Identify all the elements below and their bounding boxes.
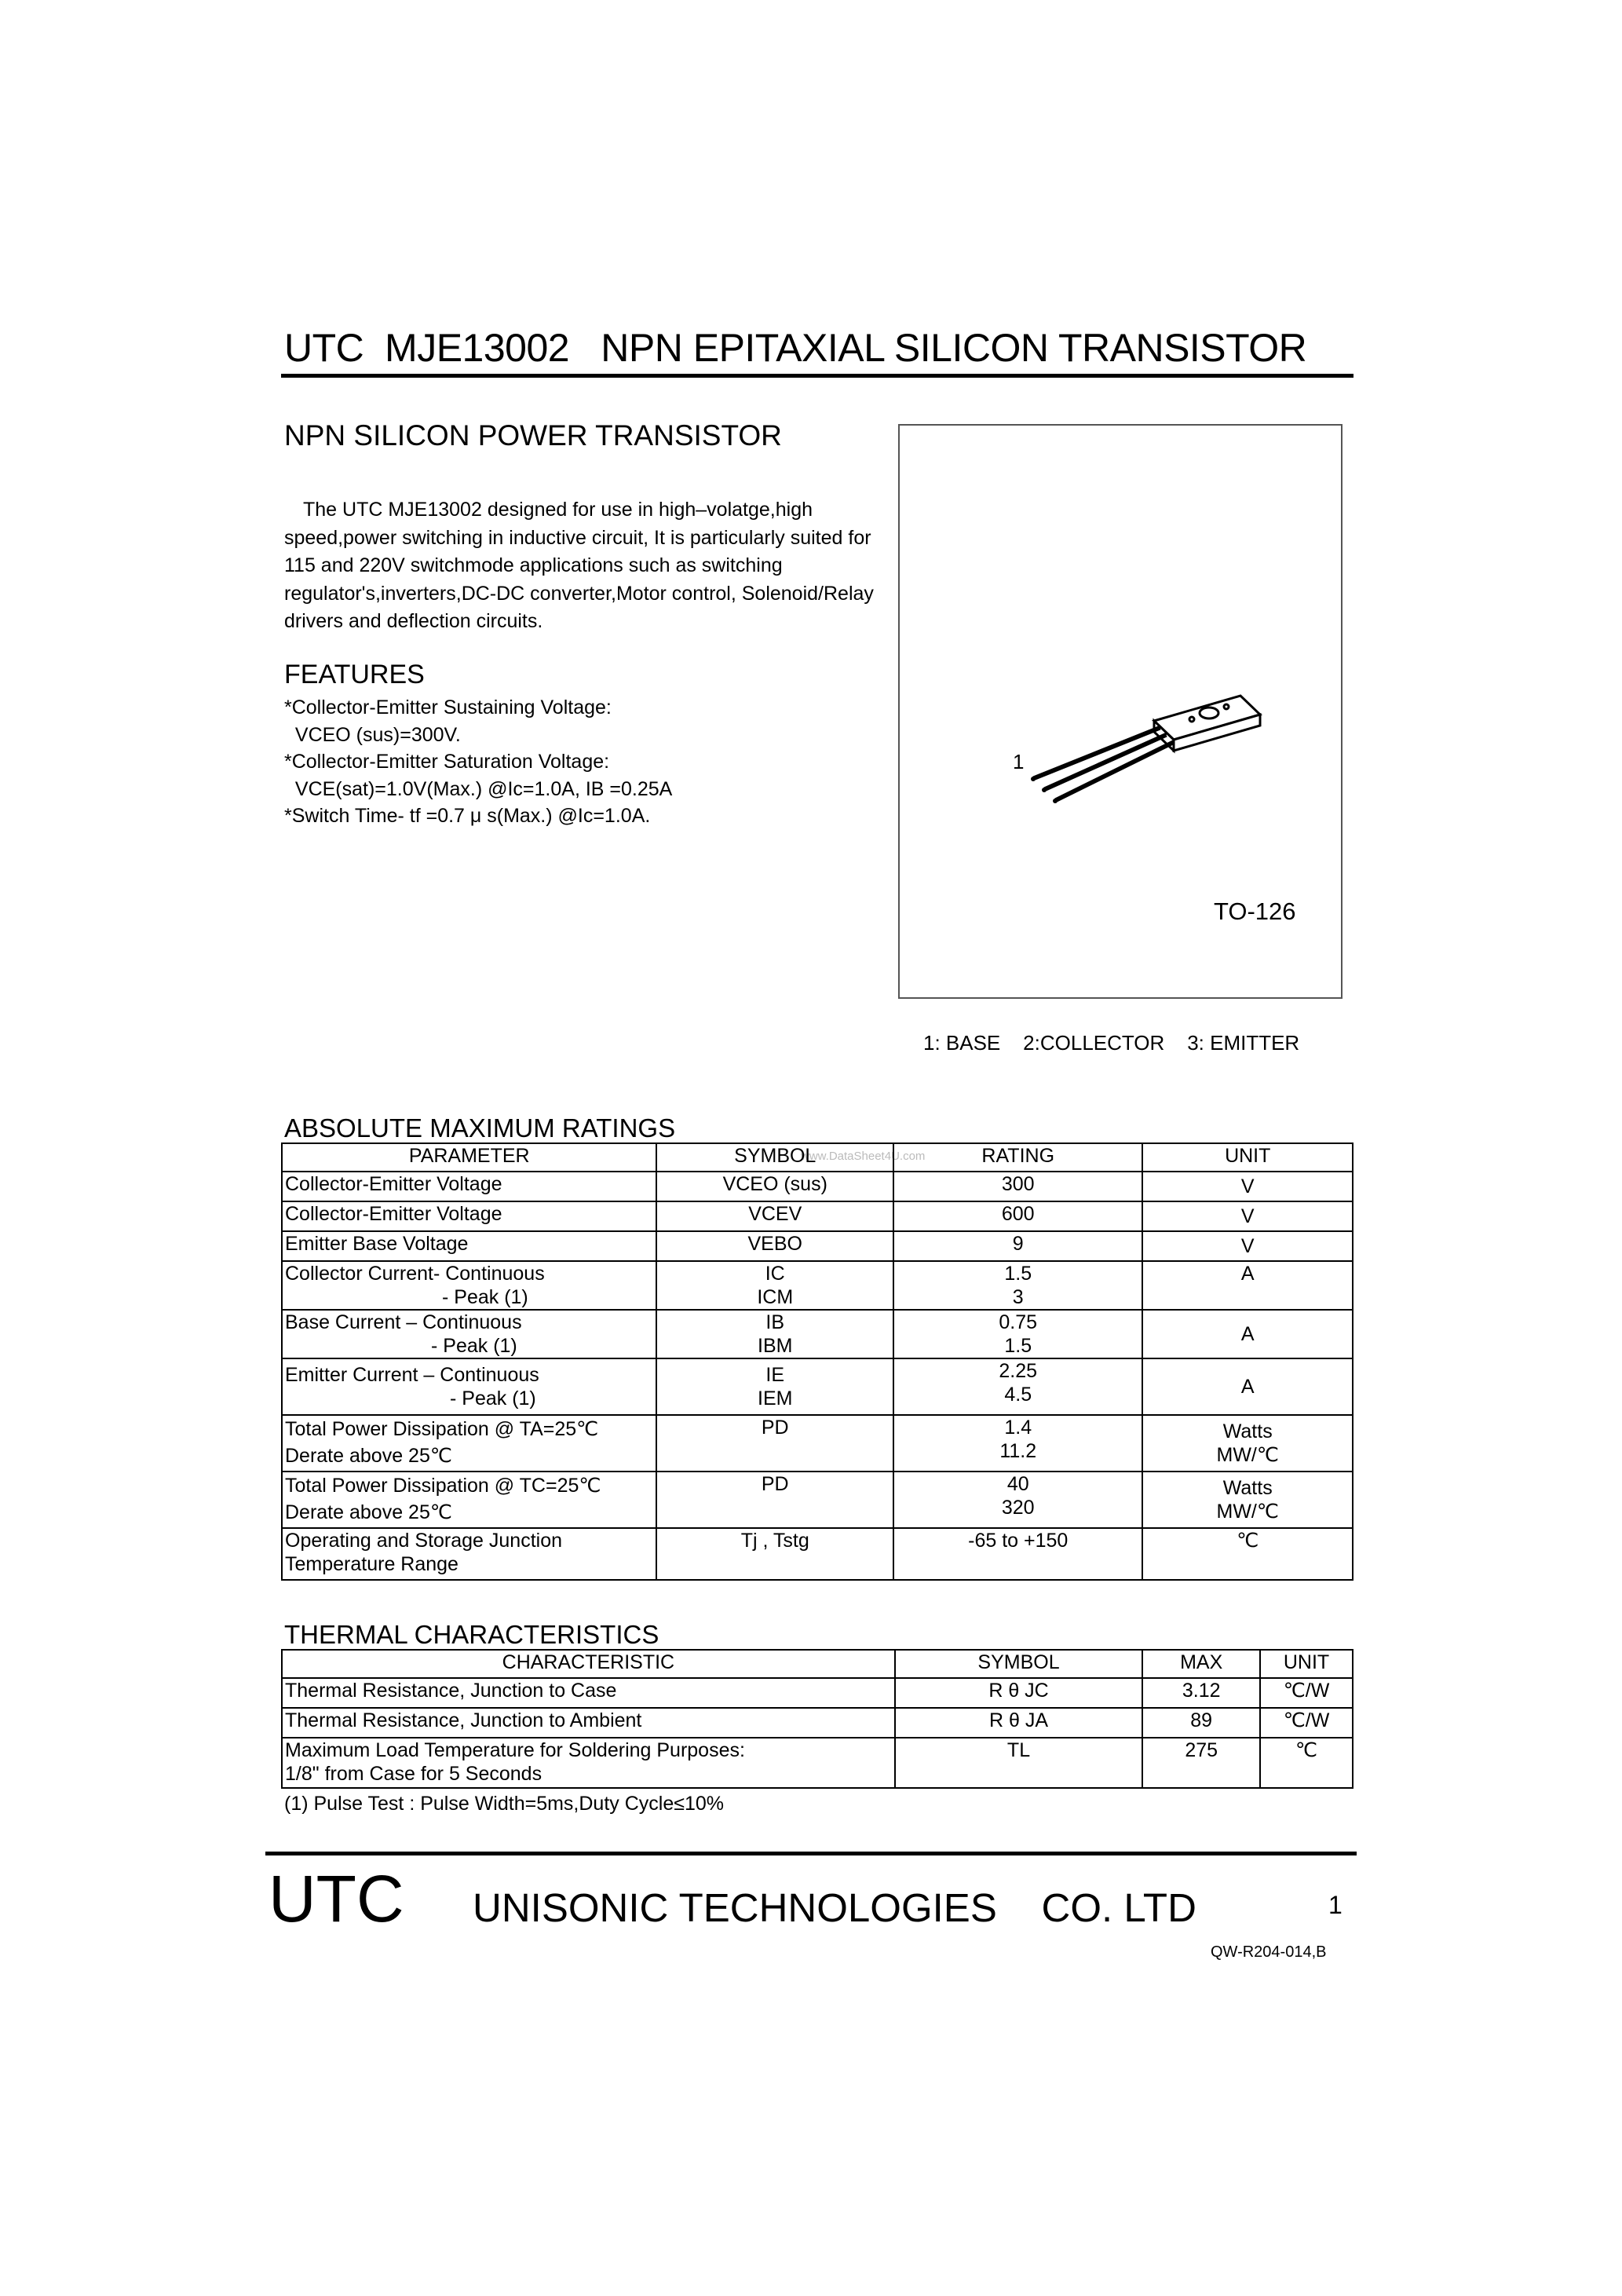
symbol-cell: VCEV — [656, 1201, 893, 1231]
max-cell: 3.12 — [1142, 1678, 1260, 1708]
table-row — [282, 1358, 1353, 1415]
symbol-cell: Tj , Tstg — [656, 1528, 893, 1580]
symbol-cell: R θ JC — [895, 1678, 1143, 1708]
page-number: 1 — [1328, 1891, 1343, 1919]
param-cell: Operating and Storage Junction Temperature Range — [282, 1528, 656, 1580]
pin-1-label: 1 — [1013, 750, 1025, 773]
thermal-heading: THERMAL CHARACTERISTICS — [284, 1620, 659, 1649]
param-cell: Total Power Dissipation @ TA=25℃ Derate above 25℃ — [282, 1415, 656, 1472]
symbol-cell: PD — [656, 1415, 893, 1472]
max-cell: 89 — [1142, 1708, 1260, 1738]
unit-cell: V — [1142, 1172, 1353, 1201]
table-row — [282, 1528, 1353, 1580]
subtitle: NPN SILICON POWER TRANSISTOR — [284, 419, 782, 452]
feature-line: *Collector-Emitter Sustaining Voltage: — [284, 696, 612, 718]
rating-cell: 600 — [893, 1201, 1142, 1231]
rating-cell: 300 — [893, 1172, 1142, 1201]
rating-cell: 40 320 — [893, 1472, 1142, 1528]
rating-cell: 2.25 4.5 — [893, 1358, 1142, 1415]
table-row — [282, 1231, 1353, 1261]
col-header: UNIT — [1260, 1650, 1353, 1678]
rating-cell: 1.5 3 — [893, 1261, 1142, 1310]
unit-cell: Watts MW/℃ — [1142, 1472, 1353, 1528]
unit-cell: A — [1142, 1310, 1353, 1358]
table-row — [282, 1310, 1353, 1358]
col-header: PARAMETER — [282, 1143, 656, 1172]
param-cell: Collector-Emitter Voltage — [282, 1172, 656, 1201]
symbol-cell: IE IEM — [656, 1358, 893, 1415]
feature-line: VCEO (sus)=300V. — [284, 723, 461, 746]
table-row — [282, 1472, 1353, 1528]
param-cell: Emitter Base Voltage — [282, 1231, 656, 1261]
transistor-package-icon — [1021, 691, 1272, 809]
symbol-cell: R θ JA — [895, 1708, 1143, 1738]
rating-cell: 9 — [893, 1231, 1142, 1261]
unit-cell: ℃ — [1142, 1528, 1353, 1580]
footnote: (1) Pulse Test : Pulse Width=5ms,Duty Cycle≤10% — [284, 1793, 724, 1815]
param-cell: Emitter Current – Continuous - Peak (1) — [282, 1358, 656, 1415]
param-cell: Total Power Dissipation @ TC=25℃ Derate above 25℃ — [282, 1472, 656, 1528]
page-title: UTC MJE13002 NPN EPITAXIAL SILICON TRANSISTOR — [284, 326, 1307, 370]
table-row — [282, 1172, 1353, 1201]
thermal-table — [281, 1649, 1353, 1789]
symbol-cell: TL — [895, 1738, 1143, 1788]
symbol-cell: VEBO — [656, 1231, 893, 1261]
feature-line: VCE(sat)=1.0V(Max.) @Ic=1.0A, IB =0.25A — [284, 777, 673, 800]
description: The UTC MJE13002 designed for use in high–volatge,high speed,power switching in inductive circuit, It is particularly suited for 115 and 220V switchmode applications such as switching regulator's,inverters,DC-DC converter,Motor control, Solenoid/Relay drivers and deflection circuits. — [284, 499, 874, 632]
unit-cell: ℃/W — [1260, 1678, 1353, 1708]
abs-max-table — [281, 1143, 1353, 1581]
col-header: RATING — [893, 1143, 1142, 1172]
col-header: CHARACTERISTIC — [282, 1650, 895, 1678]
symbol-cell: IB IBM — [656, 1310, 893, 1358]
pin-assignment: 1: BASE 2:COLLECTOR 3: EMITTER — [923, 1031, 1300, 1055]
symbol-cell: VCEO (sus) — [656, 1172, 893, 1201]
features-list — [284, 694, 672, 830]
rating-cell: -65 to +150 — [893, 1528, 1142, 1580]
symbol-cell: PD — [656, 1472, 893, 1528]
col-header: SYMBOL — [895, 1650, 1143, 1678]
characteristic-cell: Maximum Load Temperature for Soldering Purposes: 1/8" from Case for 5 Seconds — [282, 1738, 895, 1788]
rating-cell: 1.4 11.2 — [893, 1415, 1142, 1472]
max-cell: 275 — [1142, 1738, 1260, 1788]
company-name: UNISONIC TECHNOLOGIES CO. LTD — [473, 1885, 1196, 1930]
unit-cell: Watts MW/℃ — [1142, 1415, 1353, 1472]
unit-cell: A — [1142, 1358, 1353, 1415]
characteristic-cell: Thermal Resistance, Junction to Ambient — [282, 1708, 895, 1738]
feature-line: *Switch Time- tf =0.7 μ s(Max.) @Ic=1.0A. — [284, 805, 651, 827]
watermark: www.DataSheet4U.com — [801, 1150, 926, 1163]
param-cell: Collector Current- Continuous - Peak (1) — [282, 1261, 656, 1310]
param-cell: Base Current – Continuous - Peak (1) — [282, 1310, 656, 1358]
unit-cell: ℃/W — [1260, 1708, 1353, 1738]
abs-max-heading: ABSOLUTE MAXIMUM RATINGS — [284, 1113, 676, 1143]
company-logo: UTC — [269, 1862, 404, 1936]
table-row — [282, 1201, 1353, 1231]
unit-cell: A — [1142, 1261, 1353, 1310]
col-header: UNIT — [1142, 1143, 1353, 1172]
document-number: QW-R204-014,B — [1211, 1943, 1327, 1961]
features-heading: FEATURES — [284, 660, 425, 689]
table-row — [282, 1738, 1353, 1788]
symbol-cell: IC ICM — [656, 1261, 893, 1310]
title-rule — [281, 374, 1353, 378]
col-header: MAX — [1142, 1650, 1260, 1678]
rating-cell: 0.75 1.5 — [893, 1310, 1142, 1358]
unit-cell: V — [1142, 1201, 1353, 1231]
param-cell: Collector-Emitter Voltage — [282, 1201, 656, 1231]
footer-rule — [265, 1852, 1357, 1855]
table-row — [282, 1261, 1353, 1310]
table-row — [282, 1415, 1353, 1472]
package-name: TO-126 — [1214, 898, 1296, 925]
unit-cell: ℃ — [1260, 1738, 1353, 1788]
unit-cell: V — [1142, 1231, 1353, 1261]
col-header: SYMBOL — [656, 1143, 893, 1172]
table-row — [282, 1678, 1353, 1708]
table-row — [282, 1708, 1353, 1738]
feature-line: *Collector-Emitter Saturation Voltage: — [284, 751, 610, 773]
characteristic-cell: Thermal Resistance, Junction to Case — [282, 1678, 895, 1708]
